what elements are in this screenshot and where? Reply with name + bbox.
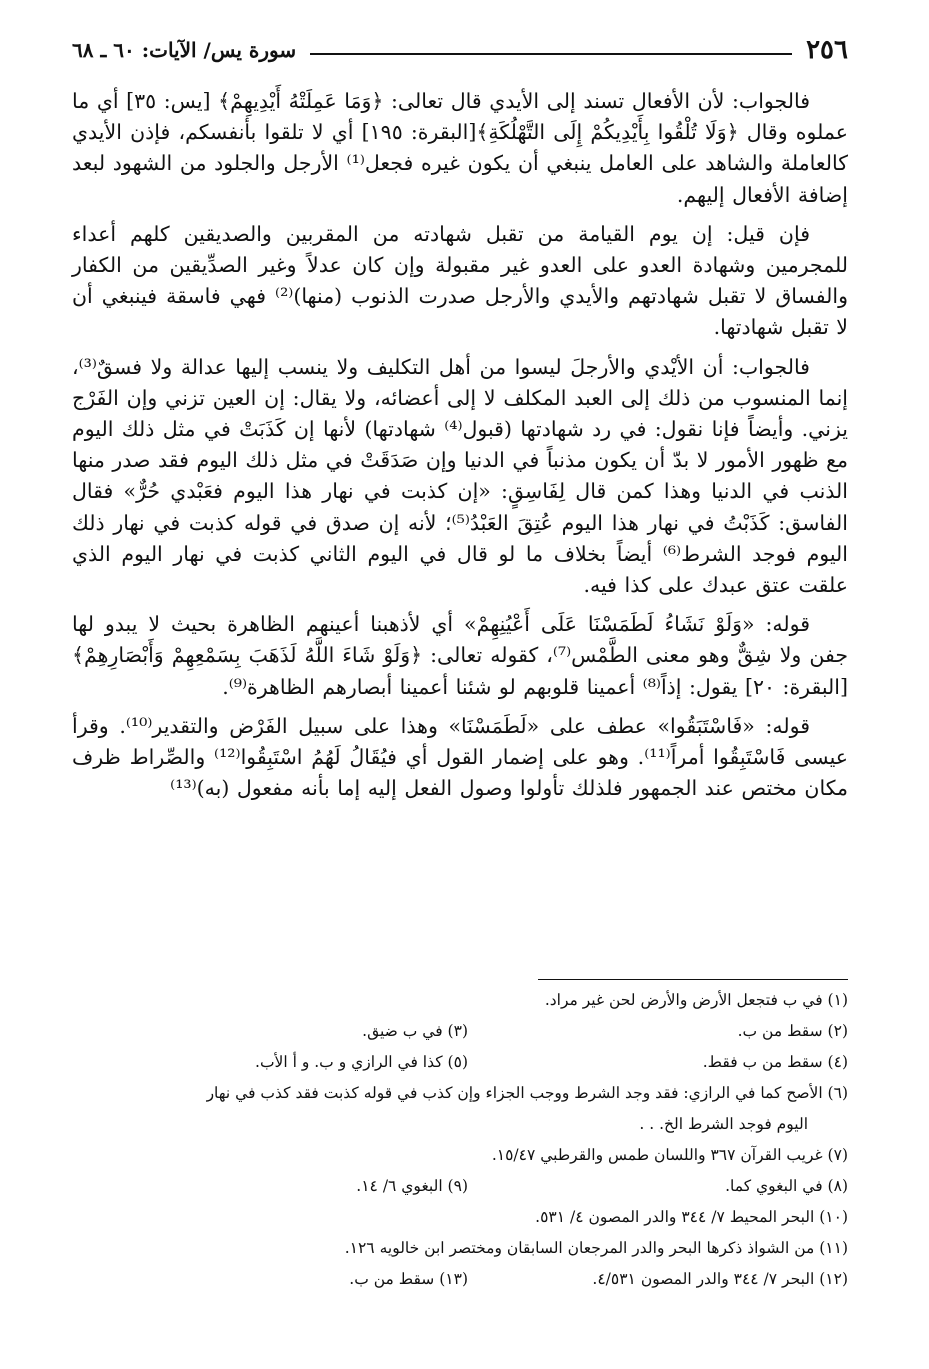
paragraph-answer-1: فالجواب: لأن الأفعال تسند إلى الأيدي قال تعالى: ﴿وَمَا عَمِلَتْهُ أَيْدِيهِمْ﴾ [يس: ٣٥] أي ما عملوه وقال ﴿وَلَا تُلْقُوا بِأَيْدِيكُمْ إِلَى التَّهْلُكَةِ﴾[البقرة: ١٩٥] أي لا تلقوا بأنفسكم، فإذن الأيدي كالعاملة والشاهد على العامل ينبغي أن يكون غيره فجعل⁽¹⁾ الأرجل والجلود من الشهود لبعد إضافة الأفعال إليهم. bbox=[72, 89, 849, 207]
footnote-line bbox=[72, 1140, 848, 1171]
footnote-4: (٤) سقط من ب فقط. bbox=[702, 1053, 848, 1071]
footnote-11: (١١) من الشواذ ذكرها البحر والدر المرجعان السابقان ومختصر ابن خالويه ١٢٦. bbox=[344, 1239, 848, 1257]
footnote-12: (١٢) البحر ٧/ ٣٤٤ والدر المصون ٤/٥٣١. bbox=[592, 1270, 848, 1288]
footnote-line bbox=[72, 1171, 848, 1202]
footnote-line bbox=[72, 1016, 848, 1047]
book-page bbox=[72, 30, 849, 1288]
footnote-line bbox=[72, 985, 848, 1016]
footnote-6: (٦) الأصح كما في الرازي: فقد وجد الشرط ووجب الجزاء وإن كذب في قوله كذبت فقد كذب في نهار bbox=[206, 1084, 848, 1102]
running-header bbox=[72, 30, 848, 70]
running-title: سورة يس/ الآيات: ٦٠ ـ ٦٨ bbox=[72, 38, 297, 62]
footnotes bbox=[72, 985, 848, 1295]
footnote-5: (٥) كذا في الرازي و ب. و أ الأب. bbox=[255, 1053, 468, 1071]
page-number: ٢٥٦ bbox=[806, 35, 848, 65]
footnote-13: (١٣) سقط من ب. bbox=[349, 1270, 468, 1288]
footnote-line bbox=[72, 1264, 848, 1295]
footnote-separator bbox=[538, 979, 848, 980]
paragraph-question: فإن قيل: إن يوم القيامة من تقبل شهادته من المقربين والصديقين كلهم أعداء للمجرمين وشهادة العدو على العدو غير مقبولة وإن كان عدلاً وغير الصدِّيقين من الكفار والفساق لا تقبل شهادتهم والأيدي والأرجل صدرت الذنوب (منها)⁽²⁾ فهي فاسقة فينبغي أن لا تقبل شهادتها. bbox=[72, 221, 848, 340]
footnote-line bbox=[72, 1233, 848, 1264]
header-rule bbox=[310, 53, 792, 55]
footnote-3: (٣) في ب ضيق. bbox=[362, 1022, 468, 1040]
footnote-2: (٢) سقط من ب. bbox=[737, 1022, 848, 1040]
paragraph-commentary-1: قوله: «وَلَوْ نَشَاءُ لَطَمَسْنَا عَلَى أَعْيُنِهِمْ» أي لأذهبنا أعينهم الظاهرة بحيث لا يبدو لها جفن ولا شِقٌّ وهو معنى الطَّمْس⁽⁷⁾، كقوله تعالى: ﴿وَلَوْ شَاءَ اللَّهُ لَذَهَبَ بِسَمْعِهِمْ وَأَبْصَارِهِمْ﴾ [البقرة: ٢٠] يقول: إذاً⁽⁸⁾ أعمينا قلوبهم لو شئنا أعمينا أبصارهم الظاهرة⁽⁹⁾. bbox=[72, 612, 848, 699]
footnote-10: (١٠) البحر المحيط ٧/ ٣٤٤ والدر المصون ٤/ ٥٣١. bbox=[535, 1208, 848, 1226]
footnote-line bbox=[72, 1078, 848, 1109]
paragraph-commentary-2: قوله: «فَاسْتَبَقُوا» عطف على «لَطَمَسْنَا» وهذا على سبيل الفَرْض والتقدير⁽¹⁰⁾. وقرأ عيسى فَاسْتَبِقُوا أمراً⁽¹¹⁾. وهو على إضمار القول أي فيُقَالُ لَهُمُ اسْتَبِقُوا⁽¹²⁾ والصِّراط ظرف مكان مختص عند الجمهور فلذلك تأولوا وصول الفعل إليه إما بأنه مفعول (به)⁽¹³⁾ bbox=[72, 713, 849, 801]
footnote-line bbox=[72, 1202, 848, 1233]
footnote-6-continued: اليوم فوجد الشرط الخ. . . bbox=[639, 1115, 808, 1133]
paragraph-answer-2: فالجواب: أن الأيْدي والأرجلَ ليسوا من أهل التكليف ولا ينسب إليها عدالة ولا فسقٌ⁽³⁾، إنما المنسوب من ذلك إلى العبد المكلف لا إلى أعضائه، ولا يقال: إن العين تزني وإن الفَرْج يزني. وأيضاً فإنا نقول: في رد شهادتها (قبول⁽⁴⁾ شهادتها) لأنها إن كَذَبَتْ في مثل ذلك اليوم مع ظهور الأمور لا بدّ أن يكون مذنباً في الدنيا وإن صَدَقَتْ في مثل ذلك اليوم فقد صدر منها الذنب في الدنيا وهذا كمن قال لِفَاسِقٍ: «إن كذبت في نهار هذا اليوم فعَبْدي حُرٌّ» فقال الفاسق: كَذَبْتُ في نهار هذا اليوم عُتِقَ العَبْدُ⁽⁵⁾؛ لأنه إن صدق في قوله كذبت في نهار ذلك اليوم فوجد الشرط⁽⁶⁾ أيضاً بخلاف ما لو قال في اليوم الثاني كذبت في نهار اليوم الذي علقت عتق عبدك على كذا فيه. bbox=[72, 354, 848, 598]
main-text bbox=[72, 86, 848, 804]
footnote-8: (٨) في البغوي كما. bbox=[725, 1177, 848, 1195]
footnote-line bbox=[72, 1109, 848, 1140]
footnote-1: (١) في ب فتجعل الأرض والأرض لحن غير مراد. bbox=[544, 991, 848, 1009]
footnote-9: (٩) البغوي ٦/ ١٤. bbox=[356, 1177, 468, 1195]
footnote-7: (٧) غريب القرآن ٣٦٧ واللسان طمس والقرطبي ١٥/٤٧. bbox=[491, 1146, 848, 1164]
footnote-line bbox=[72, 1047, 848, 1078]
